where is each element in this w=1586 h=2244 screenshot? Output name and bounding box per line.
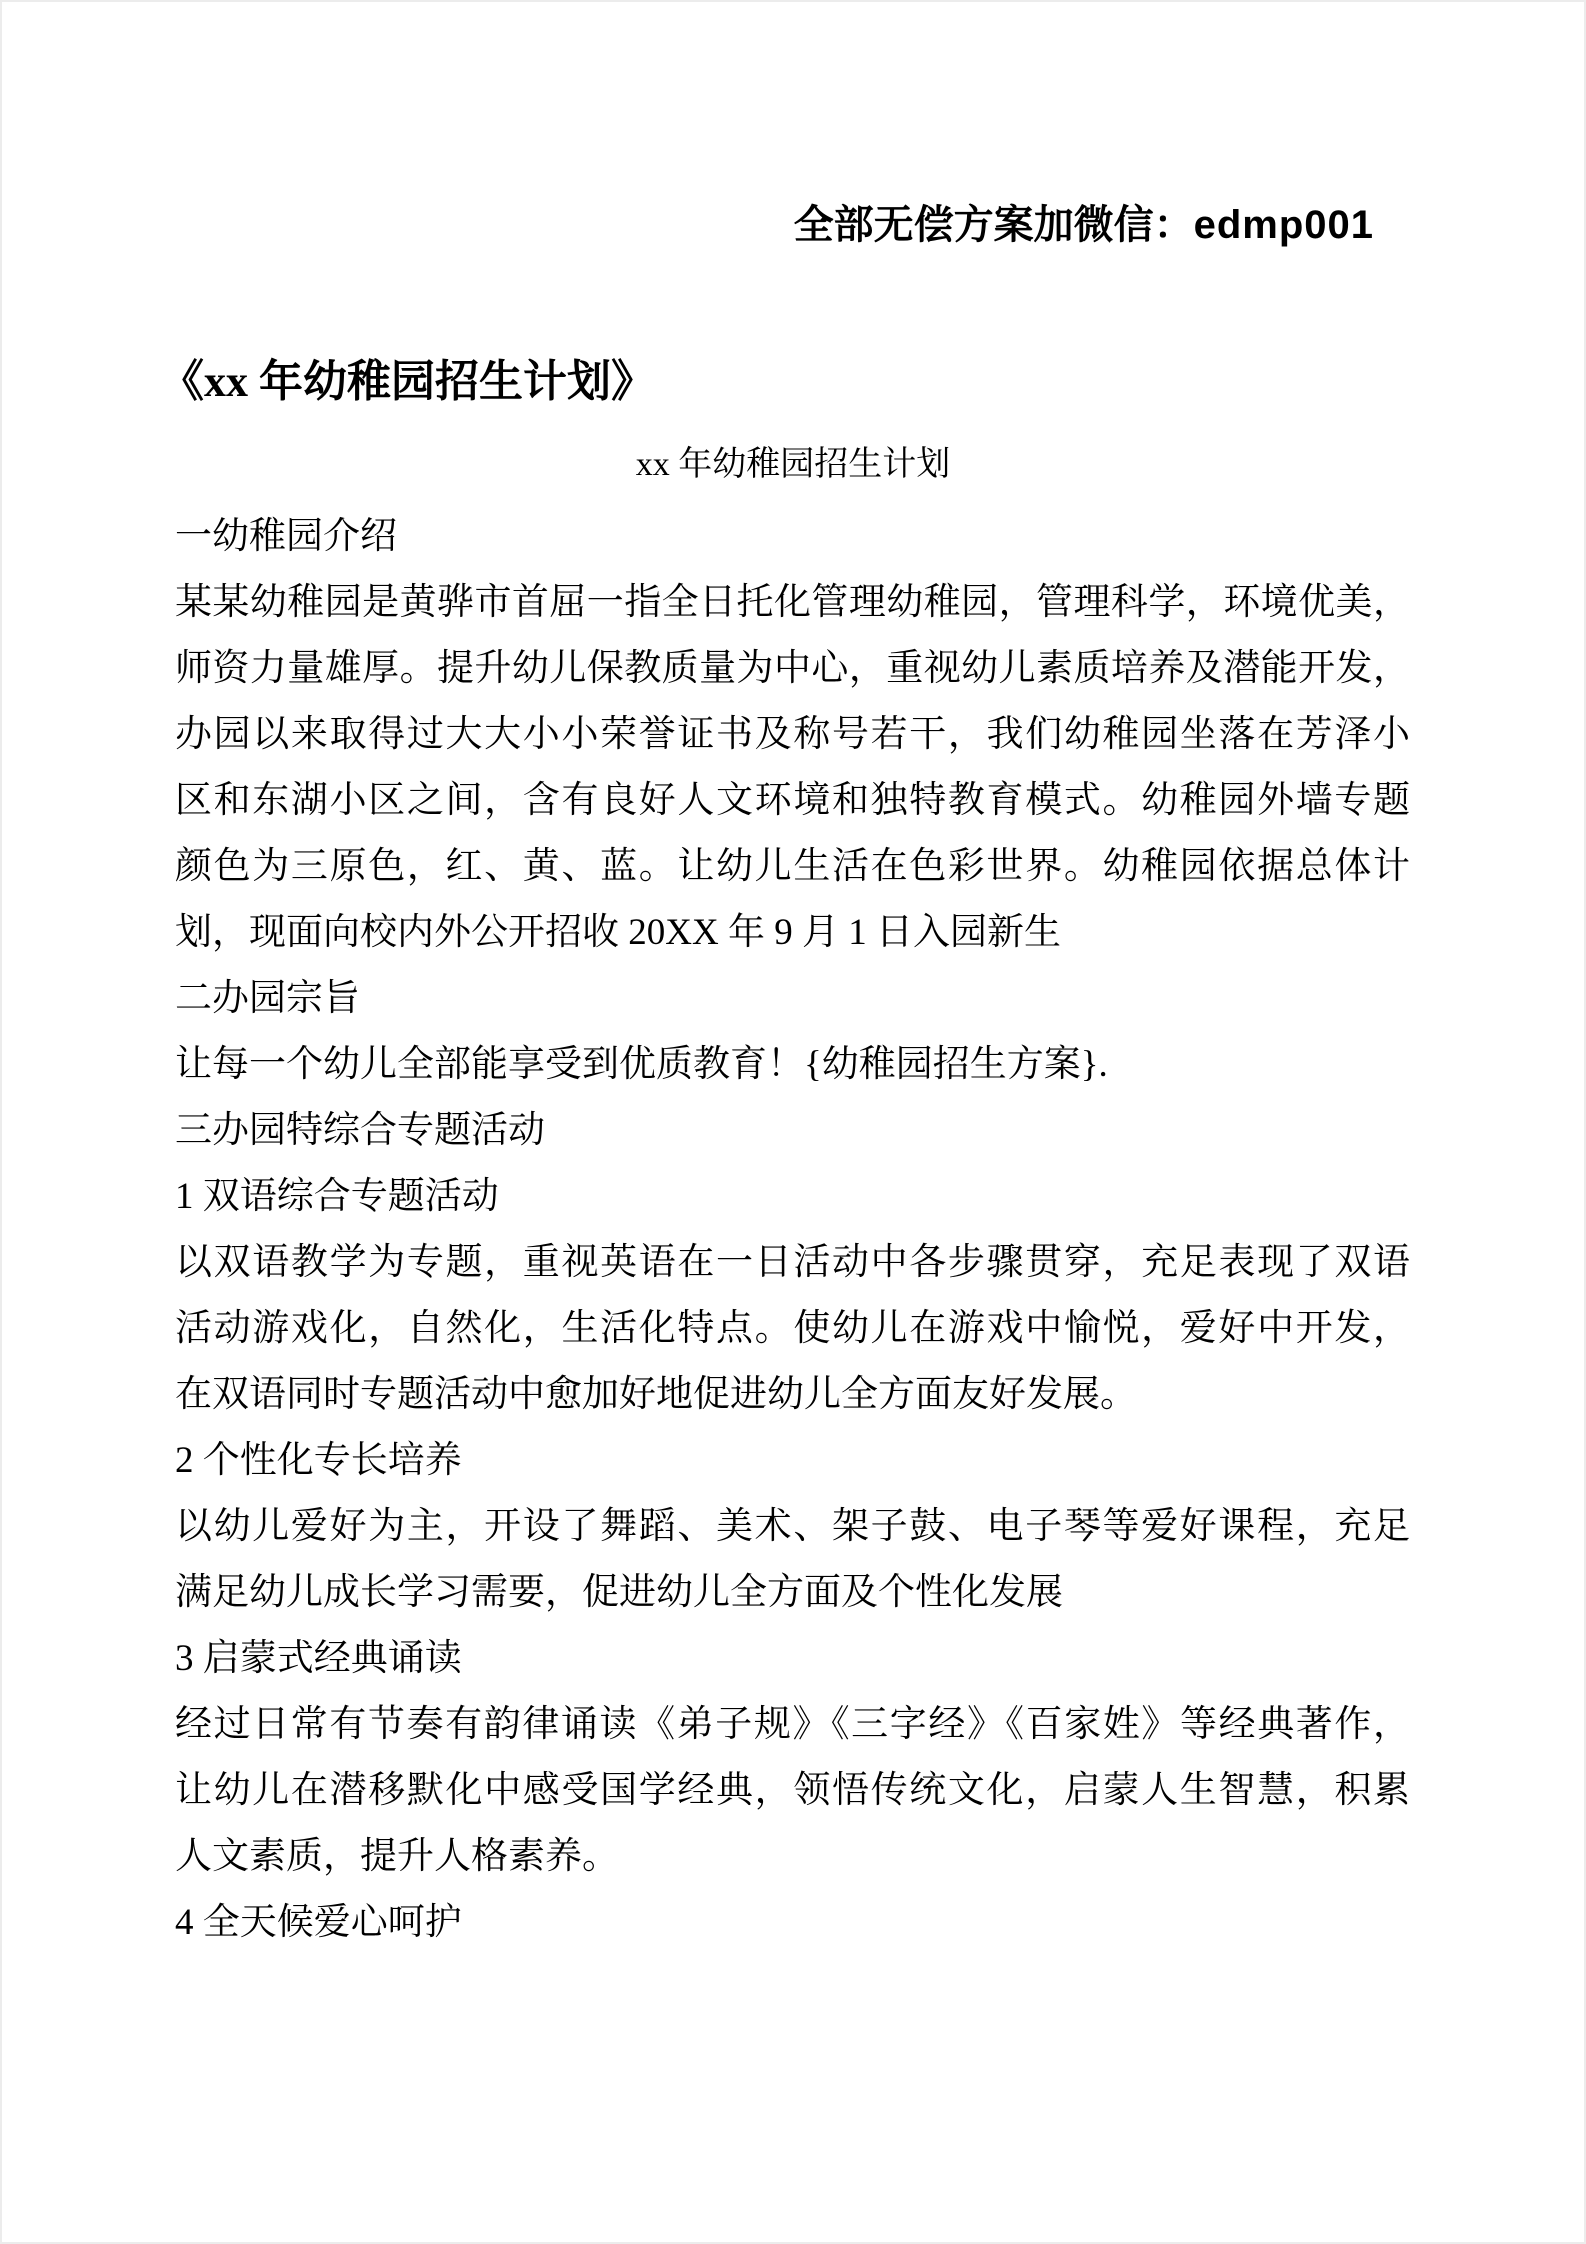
- text-line: 满足幼儿成长学习需要，促进幼儿全方面及个性化发展: [175, 1571, 1063, 1613]
- text-line: 某某幼稚园是黄骅市首屈一指全日托化管理幼稚园，管理科学，环境优美，: [175, 581, 1410, 623]
- doc-title: 《xx 年幼稚园招生计划》: [160, 357, 655, 406]
- text-line: 师资力量雄厚。提升幼儿保教质量为中心，重视幼儿素质培养及潜能开发，: [175, 647, 1410, 689]
- text-line: 3 启蒙式经典诵读: [175, 1637, 462, 1679]
- text-line: 4 全天候爱心呵护: [175, 1901, 462, 1943]
- text-line: 一幼稚园介绍: [175, 515, 397, 557]
- text-line: 活动游戏化，自然化，生活化特点。使幼儿在游戏中愉悦，爱好中开发，: [175, 1307, 1410, 1349]
- watermark-label: 全部无偿方案加微信：: [793, 202, 1194, 247]
- text-line: 办园以来取得过大大小小荣誉证书及称号若干，我们幼稚园坐落在芳泽小: [175, 713, 1410, 755]
- doc-body: [175, 504, 1410, 1956]
- watermark-line: [0, 0, 1586, 250]
- text-line: 1 双语综合专题活动: [175, 1175, 499, 1217]
- text-line: 区和东湖小区之间，含有良好人文环境和独特教育模式。幼稚园外墙专题: [175, 779, 1410, 821]
- text-line: 二办园宗旨: [175, 977, 360, 1019]
- text-line: 以幼儿爱好为主，开设了舞蹈、美术、架子鼓、电子琴等爱好课程，充足: [175, 1505, 1410, 1547]
- text-line: 让每一个幼儿全部能享受到优质教育！{幼稚园招生方案}.: [175, 1043, 1108, 1085]
- text-line: 以双语教学为专题，重视英语在一日活动中各步骤贯穿，充足表现了双语: [175, 1241, 1410, 1283]
- text-line: 在双语同时专题活动中愈加好地促进幼儿全方面友好发展。: [175, 1373, 1137, 1415]
- text-line: 让幼儿在潜移默化中感受国学经典，领悟传统文化，启蒙人生智慧，积累: [175, 1769, 1410, 1811]
- doc-subtitle: xx 年幼稚园招生计划: [635, 445, 951, 483]
- text-line: 经过日常有节奏有韵律诵读《弟子规》《三字经》《百家姓》等经典著作，: [175, 1703, 1410, 1745]
- watermark-code: edmp001: [1193, 203, 1374, 247]
- text-line: 人文素质，提升人格素养。: [175, 1835, 619, 1877]
- text-line: 划，现面向校内外公开招收 20XX 年 9 月 1 日入园新生: [175, 911, 1061, 953]
- text-line: 三办园特综合专题活动: [175, 1109, 545, 1151]
- text-line: 2 个性化专长培养: [175, 1439, 462, 1481]
- text-line: 颜色为三原色，红、黄、蓝。让幼儿生活在色彩世界。幼稚园依据总体计: [175, 845, 1410, 887]
